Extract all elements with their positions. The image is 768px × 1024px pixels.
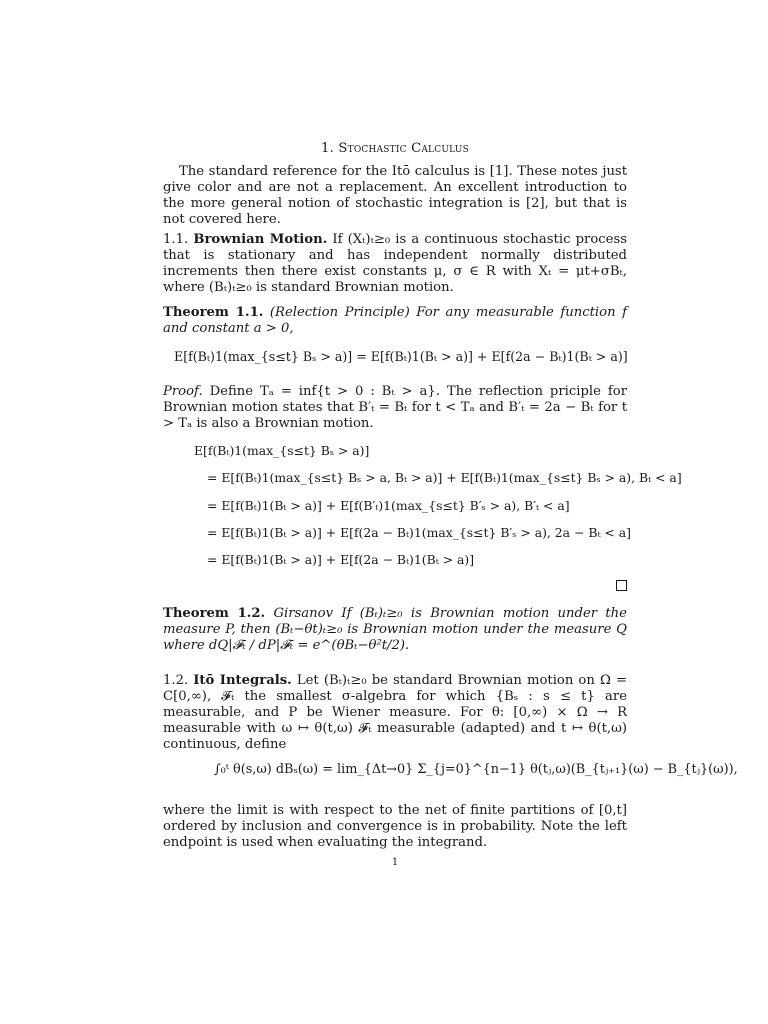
section-title: 1. Stochastic Calculus [321,141,469,156]
theorem-label: Theorem 1.1. [163,305,264,320]
theorem-label: Theorem 1.2. [163,606,266,621]
proof-paragraph [163,384,627,432]
proof-line-1: E[f(Bₜ)1(max_{s≤t} Bₛ > a)] [194,443,370,458]
theorem-text: (Relection Principle) For any measurable function f and constant a > 0, [163,305,627,336]
proof-line-2: = E[f(Bₜ)1(max_{s≤t} Bₛ > a, Bₜ > a)] + E[f(Bₜ)1(max_{s≤t} Bₛ > a), Bₜ < a] [207,470,682,485]
reflection-equation: E[f(Bₜ)1(max_{s≤t} Bₛ > a)] = E[f(Bₜ)1(Bₜ > a)] + E[f(2a − Bₜ)1(Bₜ > a)] [174,349,628,364]
theorem-1-2 [163,606,627,654]
theorem-text: Girsanov If (Bₜ)ₜ≥₀ is Brownian motion under the measure P, then (Bₜ−θt)ₜ≥₀ is Brownian motion under the measure Q where dQ|𝓕ₜ / dP|𝓕ₜ = e^(θBₜ−θ²t/2). [163,606,627,653]
proof-line-5: = E[f(Bₜ)1(Bₜ > a)] + E[f(2a − Bₜ)1(Bₜ > a)] [207,552,475,567]
subsection-heading: Itō Integrals. [193,673,292,688]
ito-after-paragraph: where the limit is with respect to the net of finite partitions of [0,t] ordered by inclusion and convergence is in probability. Note the left endpoint is used when evaluating the integrand. [163,803,627,850]
ito-text: Let (Bₜ)ₜ≥₀ be standard Brownian motion on Ω = C[0,∞), 𝓕ₜ the smallest σ-algebra for which {Bₛ : s ≤ t} are measurable, and P be Wiener measure. For θ: [0,∞) × Ω → R measurable with ω ↦ θ(t,ω) 𝓕ₜ measurable (adapted) and t ↦ θ(t,ω) continuous, define [163,673,628,752]
qed-symbol [616,580,627,591]
proof-text: Define Tₐ = inf{t > 0 : Bₜ > a}. The reflection priciple for Brownian motion states that B′ₜ = Bₜ for t < Tₐ and B′ₜ = 2a − Bₜ for t > Tₐ is also a Brownian motion. [163,384,627,431]
ito-paragraph [163,673,627,753]
brownian-text: If (Xₜ)ₜ≥₀ is a continuous stochastic process that is stationary and has independent normally distributed increments then there exist constants μ, σ ∈ R with Xₜ = μt+σBₜ, where (Bₜ)ₜ≥₀ is standard Brownian motion. [163,232,627,295]
subsection-number: 1.1. [163,232,189,247]
page-number: 1 [391,857,399,868]
proof-line-3: = E[f(Bₜ)1(Bₜ > a)] + E[f(B′ₜ)1(max_{s≤t} B′ₛ > a), B′ₜ < a] [207,498,570,513]
brownian-paragraph [163,232,627,296]
theorem-1-1 [163,305,627,337]
ito-integral-equation: ∫₀ᵗ θ(s,ω) dBₛ(ω) = lim_{Δt→0} Σ_{j=0}^{n−1} θ(tⱼ,ω)(B_{tⱼ₊₁}(ω) − B_{tⱼ}(ω)), [214,762,738,777]
subsection-heading: Brownian Motion. [193,232,328,247]
intro-paragraph: The standard reference for the Itō calculus is [1]. These notes just give color and are not a replacement. An excellent introduction to the more general notion of stochastic integration is [2], but that is not covered here. [163,164,627,227]
subsection-number: 1.2. [163,673,189,688]
proof-label: Proof. [163,384,203,399]
proof-line-4: = E[f(Bₜ)1(Bₜ > a)] + E[f(2a − Bₜ)1(max_{s≤t} B′ₛ > a), 2a − Bₜ < a] [207,525,631,540]
